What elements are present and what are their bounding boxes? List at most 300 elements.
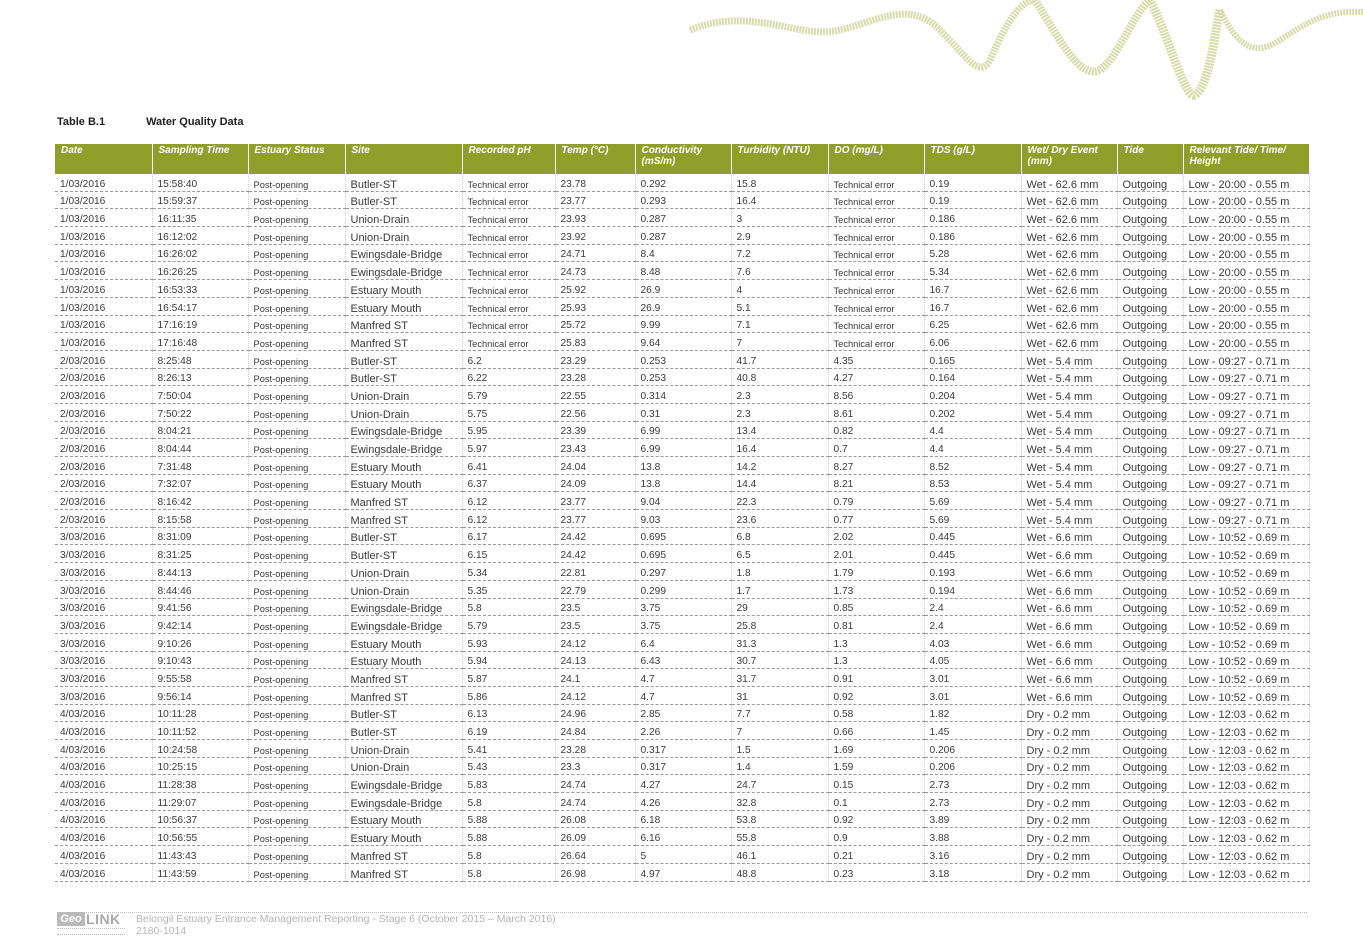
cell-date: 4/03/2016	[55, 828, 152, 846]
water-quality-table	[55, 144, 1310, 882]
cell-recorded-ph: 6.22	[462, 368, 555, 386]
cell-site: Butler-ST	[345, 174, 462, 191]
cell-sampling-time: 15:58:40	[152, 174, 248, 191]
cell-relevant-tide: Low - 09:27 - 0.71 m	[1183, 474, 1309, 492]
cell-tds: 0.445	[924, 545, 1021, 563]
cell-estuary-status: Post-opening	[248, 598, 345, 616]
cell-estuary-status: Post-opening	[248, 421, 345, 439]
cell-estuary-status: Post-opening	[248, 722, 345, 740]
logo-tagline-mark	[57, 928, 125, 935]
table-row	[55, 421, 1309, 439]
cell-conductivity: 9.64	[635, 333, 731, 351]
table-header-row	[55, 144, 1309, 174]
cell-conductivity: 8.4	[635, 244, 731, 262]
cell-estuary-status: Post-opening	[248, 191, 345, 209]
cell-do: 0.23	[828, 863, 924, 881]
cell-recorded-ph: 5.34	[462, 563, 555, 581]
cell-site: Manfred ST	[345, 686, 462, 704]
cell-date: 2/03/2016	[55, 368, 152, 386]
cell-recorded-ph: Technical error	[462, 262, 555, 280]
cell-tide: Outgoing	[1117, 492, 1183, 510]
cell-turbidity: 14.4	[731, 474, 828, 492]
table-body	[55, 174, 1309, 881]
cell-turbidity: 32.8	[731, 793, 828, 811]
cell-temp: 24.42	[555, 527, 635, 545]
cell-sampling-time: 7:50:04	[152, 386, 248, 404]
cell-recorded-ph: 5.88	[462, 828, 555, 846]
table-row	[55, 651, 1309, 669]
cell-conductivity: 4.27	[635, 775, 731, 793]
cell-temp: 24.84	[555, 722, 635, 740]
cell-tide: Outgoing	[1117, 757, 1183, 775]
cell-relevant-tide: Low - 12:03 - 0.62 m	[1183, 704, 1309, 722]
cell-do: 1.3	[828, 633, 924, 651]
cell-conductivity: 4.7	[635, 669, 731, 687]
cell-date: 2/03/2016	[55, 403, 152, 421]
cell-sampling-time: 15:59:37	[152, 191, 248, 209]
cell-site: Manfred ST	[345, 846, 462, 864]
cell-recorded-ph: 5.86	[462, 686, 555, 704]
cell-tds: 3.01	[924, 686, 1021, 704]
cell-relevant-tide: Low - 20:00 - 0.55 m	[1183, 333, 1309, 351]
cell-date: 4/03/2016	[55, 846, 152, 864]
cell-date: 3/03/2016	[55, 686, 152, 704]
cell-estuary-status: Post-opening	[248, 686, 345, 704]
cell-sampling-time: 9:42:14	[152, 616, 248, 634]
cell-site: Union-Drain	[345, 227, 462, 245]
cell-wet-dry-event: Dry - 0.2 mm	[1021, 704, 1117, 722]
cell-do: Technical error	[828, 191, 924, 209]
cell-date: 3/03/2016	[55, 616, 152, 634]
cell-do: 4.35	[828, 350, 924, 368]
cell-sampling-time: 7:31:48	[152, 457, 248, 475]
table-row	[55, 227, 1309, 245]
cell-do: 0.9	[828, 828, 924, 846]
cell-site: Union-Drain	[345, 386, 462, 404]
cell-sampling-time: 10:24:58	[152, 740, 248, 758]
cell-wet-dry-event: Wet - 5.4 mm	[1021, 474, 1117, 492]
cell-site: Ewingsdale-Bridge	[345, 793, 462, 811]
cell-do: 1.73	[828, 580, 924, 598]
cell-tds: 0.202	[924, 403, 1021, 421]
cell-turbidity: 1.8	[731, 563, 828, 581]
table-row	[55, 563, 1309, 581]
cell-date: 1/03/2016	[55, 227, 152, 245]
column-header-wet-dry-event: Wet/ Dry Event (mm)	[1021, 144, 1117, 174]
cell-tide: Outgoing	[1117, 846, 1183, 864]
cell-tide: Outgoing	[1117, 297, 1183, 315]
cell-do: 0.82	[828, 421, 924, 439]
cell-turbidity: 16.4	[731, 191, 828, 209]
cell-recorded-ph: 5.93	[462, 633, 555, 651]
cell-tide: Outgoing	[1117, 527, 1183, 545]
cell-temp: 23.5	[555, 598, 635, 616]
cell-sampling-time: 17:16:19	[152, 315, 248, 333]
cell-sampling-time: 16:53:33	[152, 280, 248, 298]
cell-site: Ewingsdale-Bridge	[345, 598, 462, 616]
cell-temp: 23.28	[555, 368, 635, 386]
table-row	[55, 403, 1309, 421]
cell-sampling-time: 16:26:25	[152, 262, 248, 280]
cell-sampling-time: 16:26:02	[152, 244, 248, 262]
cell-temp: 24.1	[555, 669, 635, 687]
cell-relevant-tide: Low - 10:52 - 0.69 m	[1183, 669, 1309, 687]
cell-estuary-status: Post-opening	[248, 227, 345, 245]
cell-sampling-time: 11:29:07	[152, 793, 248, 811]
cell-recorded-ph: 5.97	[462, 439, 555, 457]
cell-relevant-tide: Low - 12:03 - 0.62 m	[1183, 775, 1309, 793]
cell-turbidity: 6.8	[731, 527, 828, 545]
cell-site: Manfred ST	[345, 492, 462, 510]
cell-relevant-tide: Low - 20:00 - 0.55 m	[1183, 297, 1309, 315]
cell-conductivity: 0.299	[635, 580, 731, 598]
cell-turbidity: 22.3	[731, 492, 828, 510]
cell-wet-dry-event: Wet - 5.4 mm	[1021, 403, 1117, 421]
cell-temp: 25.93	[555, 297, 635, 315]
cell-do: Technical error	[828, 244, 924, 262]
cell-estuary-status: Post-opening	[248, 810, 345, 828]
footer-text	[136, 913, 556, 937]
cell-relevant-tide: Low - 12:03 - 0.62 m	[1183, 740, 1309, 758]
cell-temp: 23.77	[555, 191, 635, 209]
cell-tds: 2.73	[924, 793, 1021, 811]
cell-date: 4/03/2016	[55, 704, 152, 722]
cell-recorded-ph: 6.37	[462, 474, 555, 492]
cell-turbidity: 25.8	[731, 616, 828, 634]
cell-relevant-tide: Low - 20:00 - 0.55 m	[1183, 262, 1309, 280]
cell-temp: 24.12	[555, 686, 635, 704]
cell-sampling-time: 8:04:21	[152, 421, 248, 439]
cell-estuary-status: Post-opening	[248, 669, 345, 687]
cell-do: 1.59	[828, 757, 924, 775]
cell-conductivity: 5	[635, 846, 731, 864]
cell-tds: 16.7	[924, 297, 1021, 315]
report-number: 2180-1014	[136, 925, 187, 937]
cell-tide: Outgoing	[1117, 315, 1183, 333]
cell-do: 0.77	[828, 510, 924, 528]
cell-date: 2/03/2016	[55, 386, 152, 404]
cell-date: 3/03/2016	[55, 669, 152, 687]
cell-turbidity: 23.6	[731, 510, 828, 528]
cell-conductivity: 0.253	[635, 350, 731, 368]
cell-sampling-time: 8:16:42	[152, 492, 248, 510]
cell-relevant-tide: Low - 20:00 - 0.55 m	[1183, 227, 1309, 245]
cell-estuary-status: Post-opening	[248, 457, 345, 475]
cell-conductivity: 0.287	[635, 209, 731, 227]
cell-date: 4/03/2016	[55, 757, 152, 775]
cell-relevant-tide: Low - 20:00 - 0.55 m	[1183, 280, 1309, 298]
cell-wet-dry-event: Wet - 5.4 mm	[1021, 492, 1117, 510]
cell-tide: Outgoing	[1117, 368, 1183, 386]
cell-recorded-ph: 6.2	[462, 350, 555, 368]
cell-estuary-status: Post-opening	[248, 651, 345, 669]
cell-temp: 22.79	[555, 580, 635, 598]
cell-estuary-status: Post-opening	[248, 439, 345, 457]
cell-site: Estuary Mouth	[345, 457, 462, 475]
table-row	[55, 545, 1309, 563]
cell-wet-dry-event: Dry - 0.2 mm	[1021, 757, 1117, 775]
cell-date: 3/03/2016	[55, 633, 152, 651]
cell-conductivity: 0.292	[635, 174, 731, 191]
cell-recorded-ph: 6.15	[462, 545, 555, 563]
cell-conductivity: 6.18	[635, 810, 731, 828]
table-row	[55, 209, 1309, 227]
report-title: Belongil Estuary Entrance Management Reporting - Stage 6 (October 2015 – March 2016)	[136, 913, 556, 925]
cell-site: Butler-ST	[345, 704, 462, 722]
cell-temp: 23.77	[555, 492, 635, 510]
cell-sampling-time: 9:41:56	[152, 598, 248, 616]
cell-tds: 8.52	[924, 457, 1021, 475]
cell-tide: Outgoing	[1117, 333, 1183, 351]
cell-tide: Outgoing	[1117, 828, 1183, 846]
cell-recorded-ph: 5.35	[462, 580, 555, 598]
cell-site: Ewingsdale-Bridge	[345, 262, 462, 280]
cell-turbidity: 1.5	[731, 740, 828, 758]
cell-date: 3/03/2016	[55, 598, 152, 616]
cell-tide: Outgoing	[1117, 616, 1183, 634]
cell-temp: 22.81	[555, 563, 635, 581]
cell-tds: 2.73	[924, 775, 1021, 793]
cell-tide: Outgoing	[1117, 244, 1183, 262]
cell-date: 3/03/2016	[55, 651, 152, 669]
cell-do: Technical error	[828, 209, 924, 227]
cell-recorded-ph: 5.8	[462, 793, 555, 811]
cell-date: 1/03/2016	[55, 297, 152, 315]
cell-conductivity: 0.695	[635, 545, 731, 563]
cell-sampling-time: 11:43:43	[152, 846, 248, 864]
cell-do: 0.92	[828, 686, 924, 704]
cell-tide: Outgoing	[1117, 386, 1183, 404]
cell-tds: 8.53	[924, 474, 1021, 492]
cell-relevant-tide: Low - 12:03 - 0.62 m	[1183, 757, 1309, 775]
cell-turbidity: 4	[731, 280, 828, 298]
cell-site: Estuary Mouth	[345, 297, 462, 315]
cell-tds: 0.193	[924, 563, 1021, 581]
cell-site: Union-Drain	[345, 757, 462, 775]
cell-tide: Outgoing	[1117, 810, 1183, 828]
cell-tide: Outgoing	[1117, 722, 1183, 740]
cell-do: 8.27	[828, 457, 924, 475]
cell-estuary-status: Post-opening	[248, 474, 345, 492]
cell-tide: Outgoing	[1117, 350, 1183, 368]
cell-do: 0.81	[828, 616, 924, 634]
cell-tds: 1.45	[924, 722, 1021, 740]
table-row	[55, 846, 1309, 864]
cell-conductivity: 26.9	[635, 280, 731, 298]
cell-tide: Outgoing	[1117, 686, 1183, 704]
cell-turbidity: 41.7	[731, 350, 828, 368]
cell-estuary-status: Post-opening	[248, 580, 345, 598]
cell-relevant-tide: Low - 12:03 - 0.62 m	[1183, 810, 1309, 828]
cell-date: 3/03/2016	[55, 580, 152, 598]
cell-tds: 5.34	[924, 262, 1021, 280]
table-row	[55, 474, 1309, 492]
cell-conductivity: 0.253	[635, 368, 731, 386]
cell-date: 4/03/2016	[55, 740, 152, 758]
cell-temp: 23.28	[555, 740, 635, 758]
cell-do: 1.3	[828, 651, 924, 669]
table-title: Water Quality Data	[146, 116, 244, 128]
cell-temp: 23.78	[555, 174, 635, 191]
cell-estuary-status: Post-opening	[248, 492, 345, 510]
table-row	[55, 315, 1309, 333]
cell-estuary-status: Post-opening	[248, 704, 345, 722]
cell-relevant-tide: Low - 20:00 - 0.55 m	[1183, 191, 1309, 209]
cell-turbidity: 1.7	[731, 580, 828, 598]
cell-relevant-tide: Low - 10:52 - 0.69 m	[1183, 545, 1309, 563]
cell-sampling-time: 11:28:38	[152, 775, 248, 793]
cell-sampling-time: 10:11:28	[152, 704, 248, 722]
cell-tide: Outgoing	[1117, 704, 1183, 722]
cell-wet-dry-event: Wet - 62.6 mm	[1021, 280, 1117, 298]
cell-sampling-time: 8:26:13	[152, 368, 248, 386]
cell-tds: 1.82	[924, 704, 1021, 722]
cell-tide: Outgoing	[1117, 474, 1183, 492]
cell-date: 1/03/2016	[55, 244, 152, 262]
cell-sampling-time: 8:44:46	[152, 580, 248, 598]
cell-site: Butler-ST	[345, 368, 462, 386]
cell-sampling-time: 16:11:35	[152, 209, 248, 227]
cell-estuary-status: Post-opening	[248, 333, 345, 351]
cell-date: 4/03/2016	[55, 793, 152, 811]
table-label: Table B.1	[57, 116, 106, 128]
cell-tide: Outgoing	[1117, 227, 1183, 245]
table-row	[55, 492, 1309, 510]
table-row	[55, 669, 1309, 687]
cell-wet-dry-event: Dry - 0.2 mm	[1021, 740, 1117, 758]
cell-tide: Outgoing	[1117, 651, 1183, 669]
cell-tds: 0.206	[924, 757, 1021, 775]
cell-tds: 3.01	[924, 669, 1021, 687]
cell-relevant-tide: Low - 10:52 - 0.69 m	[1183, 616, 1309, 634]
table-caption	[57, 116, 243, 128]
cell-sampling-time: 11:43:59	[152, 863, 248, 881]
column-header-relevant-tide: Relevant Tide/ Time/ Height	[1183, 144, 1309, 174]
cell-recorded-ph: 6.41	[462, 457, 555, 475]
cell-do: 0.85	[828, 598, 924, 616]
cell-site: Union-Drain	[345, 403, 462, 421]
cell-turbidity: 7.6	[731, 262, 828, 280]
cell-relevant-tide: Low - 12:03 - 0.62 m	[1183, 863, 1309, 881]
cell-tide: Outgoing	[1117, 598, 1183, 616]
cell-turbidity: 13.4	[731, 421, 828, 439]
cell-conductivity: 2.85	[635, 704, 731, 722]
cell-tds: 0.206	[924, 740, 1021, 758]
cell-tds: 0.164	[924, 368, 1021, 386]
cell-date: 1/03/2016	[55, 280, 152, 298]
cell-tds: 4.4	[924, 439, 1021, 457]
table-row	[55, 244, 1309, 262]
cell-wet-dry-event: Wet - 62.6 mm	[1021, 191, 1117, 209]
cell-temp: 23.43	[555, 439, 635, 457]
cell-tide: Outgoing	[1117, 793, 1183, 811]
cell-tds: 0.204	[924, 386, 1021, 404]
cell-do: Technical error	[828, 174, 924, 191]
cell-do: 2.02	[828, 527, 924, 545]
cell-wet-dry-event: Wet - 6.6 mm	[1021, 686, 1117, 704]
cell-relevant-tide: Low - 09:27 - 0.71 m	[1183, 421, 1309, 439]
table-row	[55, 722, 1309, 740]
cell-conductivity: 9.04	[635, 492, 731, 510]
cell-recorded-ph: 5.94	[462, 651, 555, 669]
cell-conductivity: 13.8	[635, 457, 731, 475]
table-row	[55, 863, 1309, 881]
cell-date: 4/03/2016	[55, 863, 152, 881]
cell-estuary-status: Post-opening	[248, 209, 345, 227]
cell-tide: Outgoing	[1117, 209, 1183, 227]
cell-site: Union-Drain	[345, 563, 462, 581]
cell-conductivity: 0.287	[635, 227, 731, 245]
cell-do: Technical error	[828, 333, 924, 351]
cell-tide: Outgoing	[1117, 510, 1183, 528]
cell-tide: Outgoing	[1117, 262, 1183, 280]
cell-wet-dry-event: Dry - 0.2 mm	[1021, 775, 1117, 793]
cell-estuary-status: Post-opening	[248, 174, 345, 191]
cell-turbidity: 53.8	[731, 810, 828, 828]
cell-recorded-ph: Technical error	[462, 315, 555, 333]
cell-wet-dry-event: Wet - 6.6 mm	[1021, 669, 1117, 687]
cell-tds: 3.18	[924, 863, 1021, 881]
cell-tds: 16.7	[924, 280, 1021, 298]
cell-date: 2/03/2016	[55, 439, 152, 457]
cell-do: 1.79	[828, 563, 924, 581]
cell-date: 3/03/2016	[55, 545, 152, 563]
cell-sampling-time: 9:10:26	[152, 633, 248, 651]
cell-wet-dry-event: Wet - 62.6 mm	[1021, 315, 1117, 333]
column-header-estuary-status: Estuary Status	[248, 144, 345, 174]
cell-temp: 23.39	[555, 421, 635, 439]
cell-wet-dry-event: Wet - 62.6 mm	[1021, 209, 1117, 227]
cell-conductivity: 6.99	[635, 421, 731, 439]
cell-temp: 25.83	[555, 333, 635, 351]
table-row	[55, 439, 1309, 457]
cell-conductivity: 0.317	[635, 757, 731, 775]
cell-do: 0.1	[828, 793, 924, 811]
cell-relevant-tide: Low - 10:52 - 0.69 m	[1183, 651, 1309, 669]
cell-tds: 4.03	[924, 633, 1021, 651]
cell-turbidity: 55.8	[731, 828, 828, 846]
cell-estuary-status: Post-opening	[248, 368, 345, 386]
cell-recorded-ph: Technical error	[462, 227, 555, 245]
cell-sampling-time: 10:25:15	[152, 757, 248, 775]
cell-turbidity: 7.1	[731, 315, 828, 333]
cell-tide: Outgoing	[1117, 545, 1183, 563]
cell-conductivity: 4.26	[635, 793, 731, 811]
cell-estuary-status: Post-opening	[248, 386, 345, 404]
cell-recorded-ph: 5.8	[462, 846, 555, 864]
table-row	[55, 704, 1309, 722]
cell-estuary-status: Post-opening	[248, 793, 345, 811]
cell-site: Union-Drain	[345, 580, 462, 598]
cell-turbidity: 48.8	[731, 863, 828, 881]
cell-relevant-tide: Low - 20:00 - 0.55 m	[1183, 244, 1309, 262]
cell-relevant-tide: Low - 12:03 - 0.62 m	[1183, 793, 1309, 811]
cell-do: 0.7	[828, 439, 924, 457]
cell-wet-dry-event: Wet - 5.4 mm	[1021, 386, 1117, 404]
cell-site: Union-Drain	[345, 740, 462, 758]
cell-estuary-status: Post-opening	[248, 315, 345, 333]
table-row	[55, 598, 1309, 616]
cell-sampling-time: 7:32:07	[152, 474, 248, 492]
cell-relevant-tide: Low - 10:52 - 0.69 m	[1183, 580, 1309, 598]
cell-estuary-status: Post-opening	[248, 775, 345, 793]
geolink-logo	[57, 912, 127, 938]
cell-tide: Outgoing	[1117, 439, 1183, 457]
cell-wet-dry-event: Wet - 6.6 mm	[1021, 598, 1117, 616]
cell-temp: 24.42	[555, 545, 635, 563]
cell-relevant-tide: Low - 09:27 - 0.71 m	[1183, 350, 1309, 368]
cell-estuary-status: Post-opening	[248, 297, 345, 315]
